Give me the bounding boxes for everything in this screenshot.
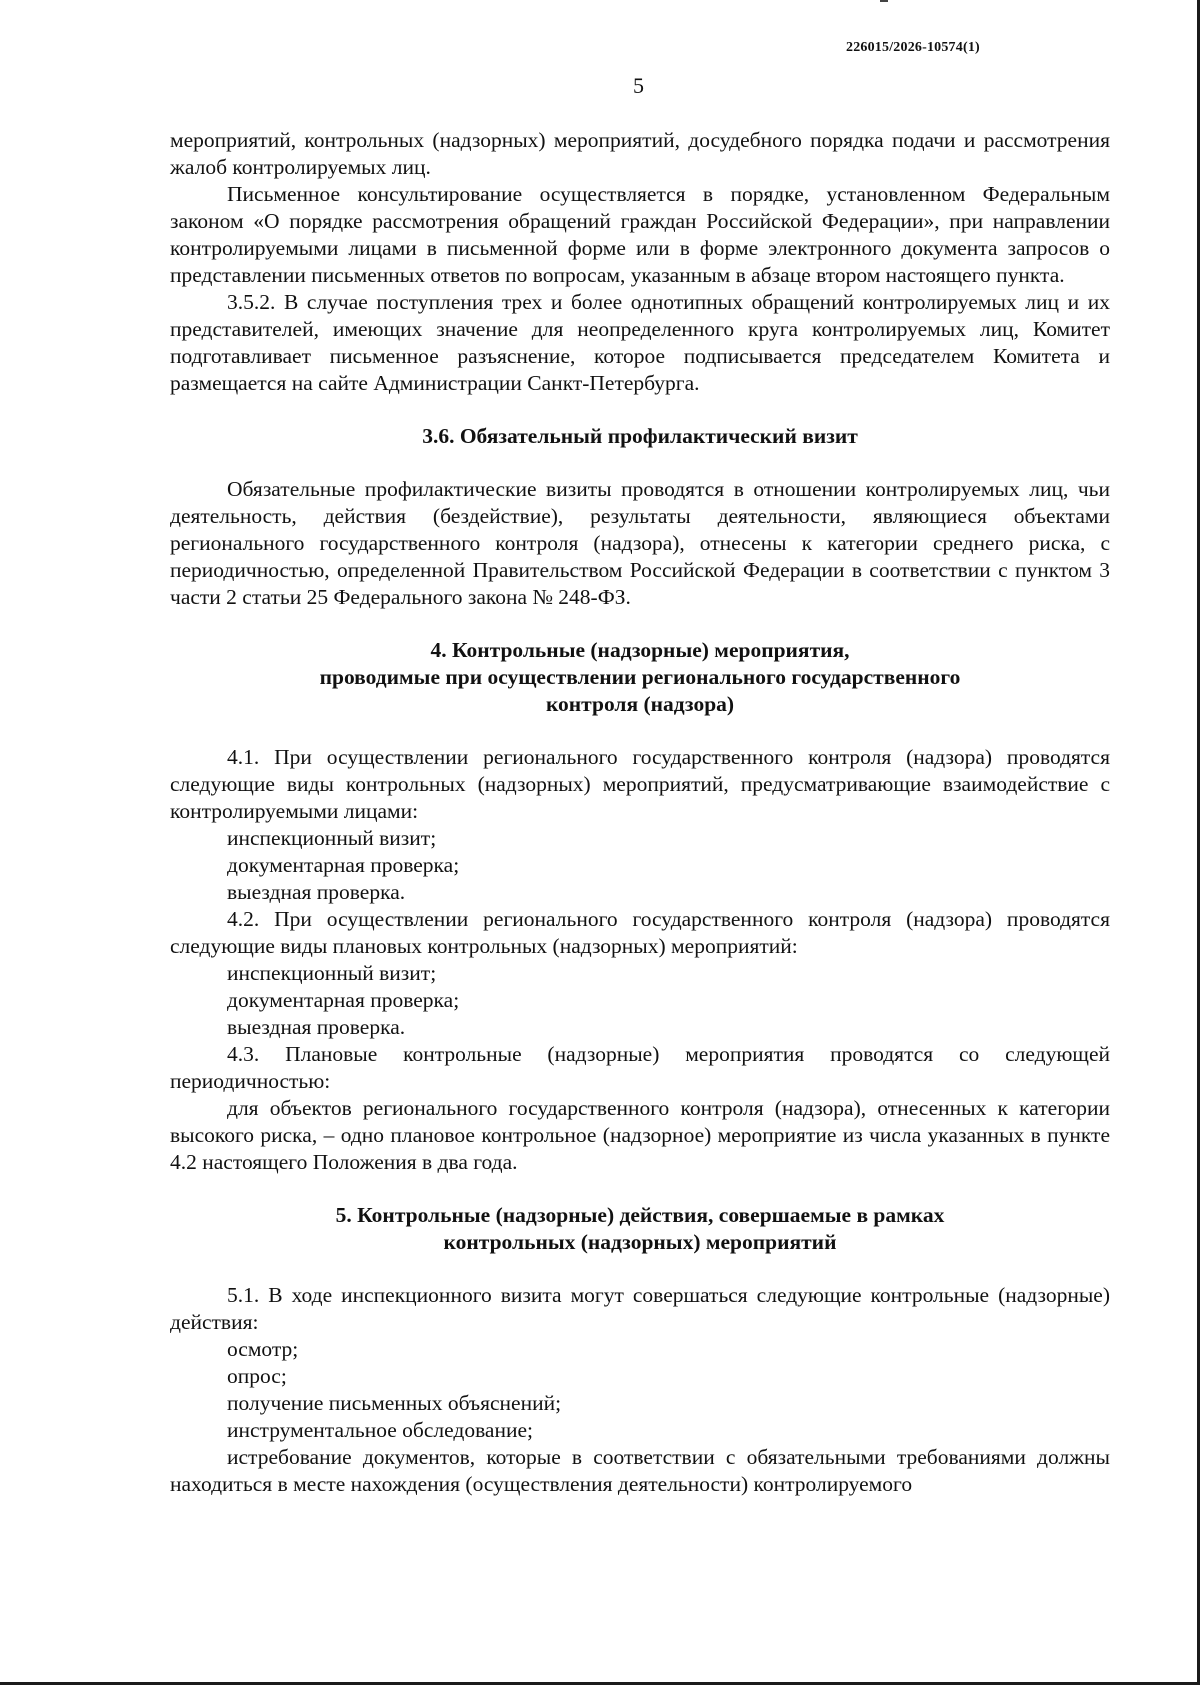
- paragraph-5-1-last: истребование документов, которые в соответствии с обязательными требованиями должны находиться в месте нахождения (осуществления деятельности) контролируемого: [170, 1445, 1110, 1496]
- document-body: [170, 127, 1110, 1498]
- heading-4: [170, 637, 1110, 718]
- heading-3-6: 3.6. Обязательный профилактический визит: [422, 424, 858, 448]
- scan-mark: [880, 0, 888, 2]
- list-item: инспекционный визит;: [227, 826, 437, 850]
- heading-4-line: контроля (надзора): [545, 692, 735, 716]
- spacer: [170, 611, 1110, 637]
- paragraph-4-3-detail: для объектов регионального государственного контроля (надзора), отнесенных к категории высокого риска, – одно плановое контрольное (надзорное) мероприятие из числа указанных в пункте 4.2 настоящего Положения в два года.: [170, 1096, 1110, 1174]
- paragraph-4-2: 4.2. При осуществлении регионального государственного контроля (надзора) проводятся следующие виды плановых контрольных (надзорных) мероприятий:: [170, 907, 1110, 958]
- list-item: документарная проверка;: [227, 853, 460, 877]
- page-number: 5: [633, 73, 644, 98]
- heading-4-line: проводимые при осуществлении регионального государственного: [319, 665, 961, 689]
- list-item: осмотр;: [227, 1337, 299, 1361]
- heading-5-line: контрольных (надзорных) мероприятий: [443, 1230, 837, 1254]
- heading-4-line: 4. Контрольные (надзорные) мероприятия,: [430, 638, 850, 662]
- document-number: 226015/2026-10574(1): [846, 40, 980, 55]
- list-item: инструментальное обследование;: [227, 1418, 534, 1442]
- heading-5: [170, 1202, 1110, 1256]
- list-item: инспекционный визит;: [227, 961, 437, 985]
- list-item: документарная проверка;: [227, 988, 460, 1012]
- paragraph-continuation: мероприятий, контрольных (надзорных) мероприятий, досудебного порядка подачи и рассмотрения жалоб контролируемых лиц.: [170, 128, 1110, 179]
- spacer: [170, 718, 1110, 744]
- spacer: [170, 1176, 1110, 1202]
- spacer: [170, 397, 1110, 423]
- paragraph-3-5-2: 3.5.2. В случае поступления трех и более однотипных обращений контролируемых лиц и их представителей, имеющих значение для неопределенного круга контролируемых лиц, Комитет подготавливает письменное разъяснение, которое подписывается председателем Комитета и размещается на сайте Администрации Санкт-Петербурга.: [170, 290, 1110, 395]
- paragraph-4-1: 4.1. При осуществлении регионального государственного контроля (надзора) проводятся следующие виды контрольных (надзорных) мероприятий, предусматривающие взаимодействие с контролируемыми лицами:: [170, 745, 1110, 823]
- list-item: выездная проверка.: [227, 1015, 406, 1039]
- list-item: выездная проверка.: [227, 880, 406, 904]
- paragraph-4-3: 4.3. Плановые контрольные (надзорные) мероприятия проводятся со следующей периодичностью:: [170, 1042, 1110, 1093]
- spacer: [170, 450, 1110, 476]
- heading-5-line: 5. Контрольные (надзорные) действия, совершаемые в рамках: [335, 1203, 945, 1227]
- spacer: [170, 1256, 1110, 1282]
- list-item: получение письменных объяснений;: [227, 1391, 562, 1415]
- paragraph-5-1: 5.1. В ходе инспекционного визита могут совершаться следующие контрольные (надзорные) действия:: [170, 1283, 1110, 1334]
- paragraph-3-6: Обязательные профилактические визиты проводятся в отношении контролируемых лиц, чьи деятельность, действия (бездействие), результаты деятельности, являющиеся объектами регионального государственного контроля (надзора), отнесены к категории среднего риска, с периодичностью, определенной Правительством Российской Федерации в соответствии с пунктом 3 части 2 статьи 25 Федерального закона № 248-ФЗ.: [170, 477, 1110, 609]
- list-item: опрос;: [227, 1364, 287, 1388]
- paragraph-written-consultation: Письменное консультирование осуществляется в порядке, установленном Федеральным законом «О порядке рассмотрения обращений граждан Российской Федерации», при направлении контролируемыми лицами в письменной форме или в форме электронного документа запросов о представлении письменных ответов по вопросам, указанным в абзаце втором настоящего пункта.: [170, 182, 1110, 287]
